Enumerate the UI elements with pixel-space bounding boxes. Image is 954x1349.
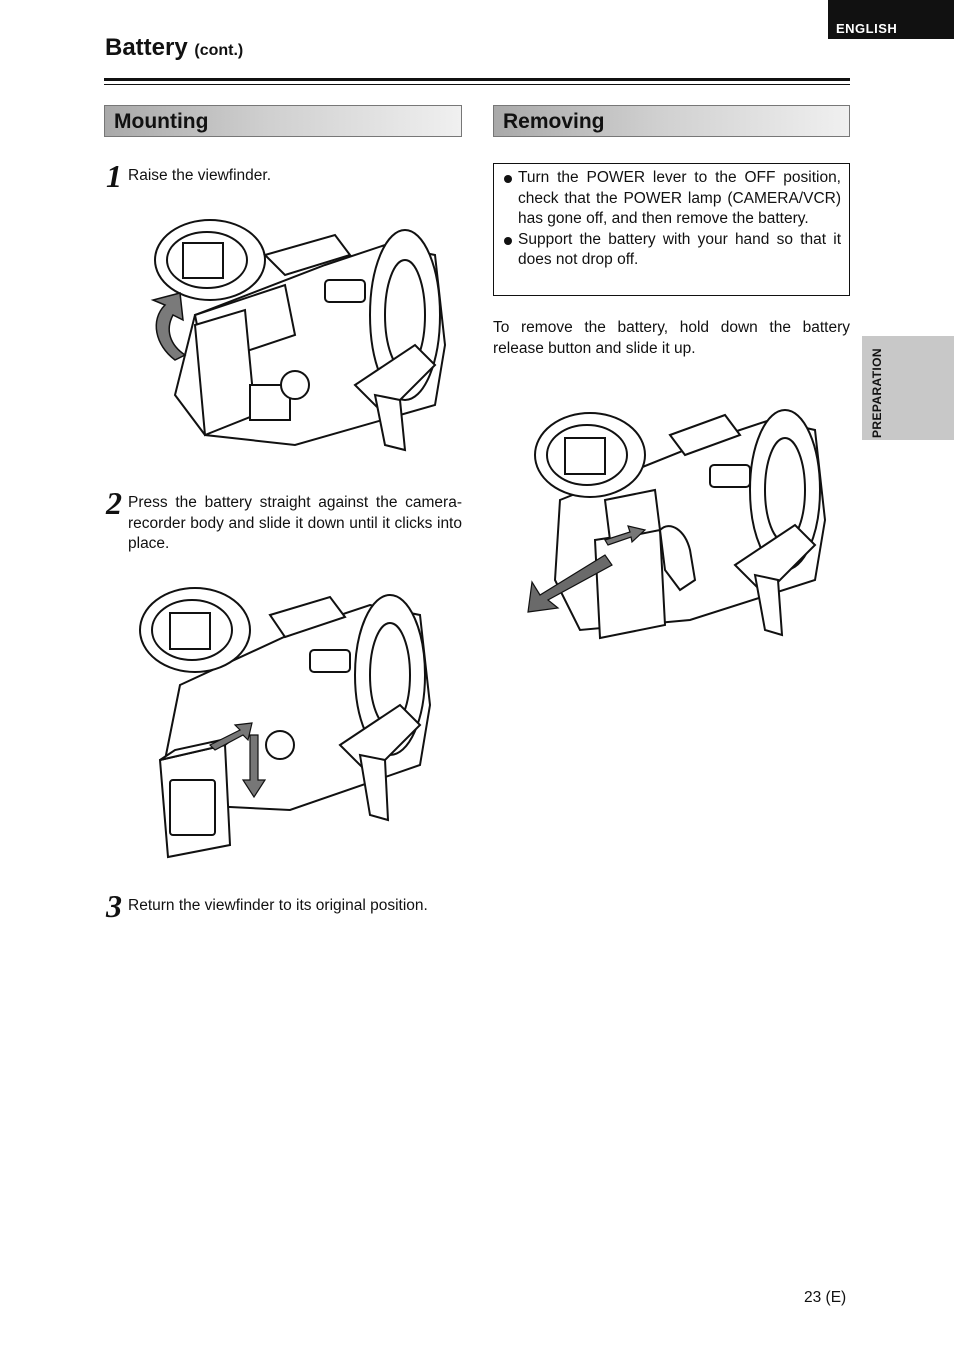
step-2-number: 2 [106, 485, 122, 521]
bullet-icon [504, 175, 512, 183]
section-side-tab [862, 336, 954, 440]
note-item [502, 168, 841, 230]
step-1-text: Raise the viewfinder. [128, 167, 272, 184]
note-text: Turn the POWER lever to the OFF position, check that the POWER lamp (CAMERA/VCR) has gone off, and then remove the battery. [518, 169, 841, 227]
removing-heading: Removing [493, 105, 850, 137]
camera-battery-mount-illustration [130, 565, 450, 865]
camera-battery-remove-illustration [520, 380, 840, 660]
step-3-text: Return the viewfinder to its original position. [128, 897, 428, 914]
page-title-suffix: (cont.) [194, 42, 244, 59]
camera-viewfinder-raise-illustration [135, 195, 455, 465]
mounting-heading: Mounting [104, 105, 462, 137]
page-number: 23 (E) [804, 1289, 847, 1306]
removing-notes-box [493, 163, 850, 296]
header-rule-thin [104, 84, 850, 85]
language-tab [828, 0, 954, 39]
page-title [105, 34, 243, 62]
language-label: ENGLISH [836, 21, 898, 36]
step-3-number: 3 [106, 888, 122, 924]
bullet-icon [504, 237, 512, 245]
removing-instructions: To remove the battery, hold down the battery release button and slide it up. [493, 319, 850, 357]
header-rule [104, 78, 850, 81]
note-item [502, 230, 841, 271]
note-text: Support the battery with your hand so that it does not drop off. [518, 230, 841, 268]
step-2-text: Press the battery straight against the camera-recorder body and slide it down until it clicks into place. [128, 494, 462, 552]
page-title-text: Battery [105, 34, 188, 61]
step-1-number: 1 [106, 158, 122, 194]
side-tab-label: PREPARATION [870, 348, 884, 438]
